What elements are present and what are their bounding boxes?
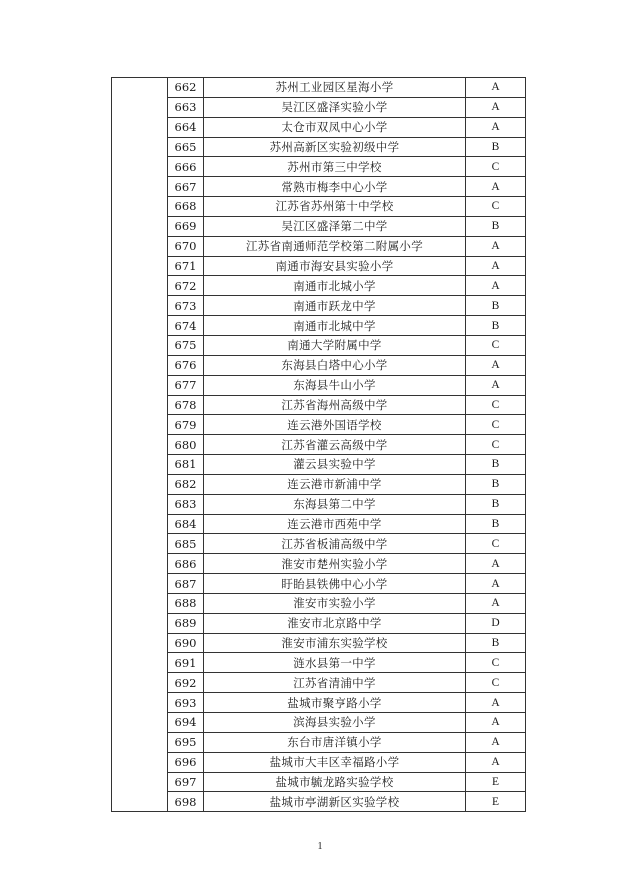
- row-number-cell: 687: [168, 574, 204, 594]
- row-number-cell: 688: [168, 593, 204, 613]
- grade-cell: A: [466, 78, 526, 98]
- school-name-cell: 淮安市实验小学: [204, 593, 466, 613]
- row-number-cell: 690: [168, 633, 204, 653]
- table-row: [112, 78, 526, 98]
- table-row: [112, 613, 526, 633]
- school-name-cell: 江苏省板浦高级中学: [204, 534, 466, 554]
- row-number-cell: 663: [168, 97, 204, 117]
- school-name-cell: 江苏省苏州第十中学校: [204, 197, 466, 217]
- school-name-cell: 苏州高新区实验初级中学: [204, 137, 466, 157]
- table-row: [112, 574, 526, 594]
- grade-cell: A: [466, 554, 526, 574]
- school-name-cell: 淮安市楚州实验小学: [204, 554, 466, 574]
- table-row: [112, 97, 526, 117]
- row-number-cell: 662: [168, 78, 204, 98]
- table-row: [112, 117, 526, 137]
- row-number-cell: 674: [168, 316, 204, 336]
- row-number-cell: 671: [168, 256, 204, 276]
- region-cell: [112, 78, 168, 812]
- table-row: [112, 197, 526, 217]
- grade-cell: E: [466, 772, 526, 792]
- row-number-cell: 696: [168, 752, 204, 772]
- grade-cell: C: [466, 197, 526, 217]
- row-number-cell: 664: [168, 117, 204, 137]
- grade-cell: B: [466, 216, 526, 236]
- grade-cell: A: [466, 732, 526, 752]
- grade-cell: A: [466, 593, 526, 613]
- table-row: [112, 732, 526, 752]
- grade-cell: C: [466, 415, 526, 435]
- grade-cell: C: [466, 335, 526, 355]
- table-row: [112, 415, 526, 435]
- page-number: 1: [317, 841, 323, 852]
- school-name-cell: 东海县牛山小学: [204, 375, 466, 395]
- table-row: [112, 395, 526, 415]
- row-number-cell: 669: [168, 216, 204, 236]
- grade-cell: A: [466, 375, 526, 395]
- grade-cell: B: [466, 296, 526, 316]
- row-number-cell: 698: [168, 792, 204, 812]
- grade-cell: A: [466, 236, 526, 256]
- grade-cell: B: [466, 633, 526, 653]
- grade-cell: B: [466, 514, 526, 534]
- row-number-cell: 675: [168, 335, 204, 355]
- school-name-cell: 滨海县实验小学: [204, 713, 466, 733]
- school-name-cell: 南通市北城中学: [204, 316, 466, 336]
- table-row: [112, 792, 526, 812]
- school-name-cell: 江苏省南通师范学校第二附属小学: [204, 236, 466, 256]
- school-name-cell: 盐城市大丰区幸福路小学: [204, 752, 466, 772]
- table-row: [112, 157, 526, 177]
- school-name-cell: 常熟市梅李中心小学: [204, 177, 466, 197]
- school-name-cell: 盱眙县铁佛中心小学: [204, 574, 466, 594]
- table-row: [112, 554, 526, 574]
- table-row: [112, 216, 526, 236]
- table-row: [112, 752, 526, 772]
- grade-cell: C: [466, 435, 526, 455]
- school-name-cell: 苏州工业园区星海小学: [204, 78, 466, 98]
- row-number-cell: 681: [168, 455, 204, 475]
- grade-cell: A: [466, 355, 526, 375]
- school-name-cell: 淮安市浦东实验学校: [204, 633, 466, 653]
- table-row: [112, 335, 526, 355]
- grade-cell: A: [466, 693, 526, 713]
- table-row: [112, 236, 526, 256]
- row-number-cell: 689: [168, 613, 204, 633]
- grade-cell: A: [466, 752, 526, 772]
- school-name-cell: 连云港外国语学校: [204, 415, 466, 435]
- grade-cell: A: [466, 276, 526, 296]
- school-name-cell: 吴江区盛泽第二中学: [204, 216, 466, 236]
- table-row: [112, 673, 526, 693]
- school-name-cell: 东海县第二中学: [204, 494, 466, 514]
- grade-cell: D: [466, 613, 526, 633]
- table-row: [112, 296, 526, 316]
- row-number-cell: 683: [168, 494, 204, 514]
- table-row: [112, 534, 526, 554]
- grade-cell: C: [466, 534, 526, 554]
- table-row: [112, 455, 526, 475]
- school-name-cell: 江苏省清浦中学: [204, 673, 466, 693]
- table-row: [112, 276, 526, 296]
- grade-cell: E: [466, 792, 526, 812]
- school-name-cell: 苏州市第三中学校: [204, 157, 466, 177]
- row-number-cell: 682: [168, 474, 204, 494]
- grade-cell: A: [466, 117, 526, 137]
- school-name-cell: 盐城市毓龙路实验学校: [204, 772, 466, 792]
- school-name-cell: 东海县白塔中心小学: [204, 355, 466, 375]
- school-name-cell: 南通市海安县实验小学: [204, 256, 466, 276]
- school-name-cell: 盐城市聚亨路小学: [204, 693, 466, 713]
- grade-cell: A: [466, 177, 526, 197]
- school-name-cell: 江苏省海州高级中学: [204, 395, 466, 415]
- table-row: [112, 435, 526, 455]
- table-row: [112, 633, 526, 653]
- school-name-cell: 南通市北城小学: [204, 276, 466, 296]
- school-name-cell: 盐城市亭湖新区实验学校: [204, 792, 466, 812]
- grade-cell: B: [466, 137, 526, 157]
- row-number-cell: 666: [168, 157, 204, 177]
- grade-cell: A: [466, 256, 526, 276]
- table-row: [112, 375, 526, 395]
- grade-cell: A: [466, 97, 526, 117]
- row-number-cell: 670: [168, 236, 204, 256]
- row-number-cell: 692: [168, 673, 204, 693]
- grade-cell: C: [466, 395, 526, 415]
- school-name-cell: 南通市跃龙中学: [204, 296, 466, 316]
- school-name-cell: 太仓市双凤中心小学: [204, 117, 466, 137]
- row-number-cell: 685: [168, 534, 204, 554]
- table-row: [112, 772, 526, 792]
- row-number-cell: 672: [168, 276, 204, 296]
- grade-cell: A: [466, 574, 526, 594]
- row-number-cell: 684: [168, 514, 204, 534]
- table-row: [112, 137, 526, 157]
- table-row: [112, 593, 526, 613]
- row-number-cell: 695: [168, 732, 204, 752]
- table-row: [112, 514, 526, 534]
- school-name-cell: 涟水县第一中学: [204, 653, 466, 673]
- row-number-cell: 691: [168, 653, 204, 673]
- row-number-cell: 680: [168, 435, 204, 455]
- table-row: [112, 177, 526, 197]
- row-number-cell: 677: [168, 375, 204, 395]
- grade-cell: B: [466, 494, 526, 514]
- table-row: [112, 355, 526, 375]
- school-name-cell: 吴江区盛泽实验小学: [204, 97, 466, 117]
- school-name-cell: 南通大学附属中学: [204, 335, 466, 355]
- row-number-cell: 694: [168, 713, 204, 733]
- table-body: [112, 78, 526, 812]
- grade-cell: B: [466, 455, 526, 475]
- school-name-cell: 连云港市西苑中学: [204, 514, 466, 534]
- row-number-cell: 686: [168, 554, 204, 574]
- school-grade-table: [111, 77, 526, 812]
- grade-cell: B: [466, 316, 526, 336]
- table-row: [112, 474, 526, 494]
- row-number-cell: 667: [168, 177, 204, 197]
- grade-cell: C: [466, 157, 526, 177]
- grade-cell: B: [466, 474, 526, 494]
- row-number-cell: 679: [168, 415, 204, 435]
- row-number-cell: 673: [168, 296, 204, 316]
- school-name-cell: 灌云县实验中学: [204, 455, 466, 475]
- row-number-cell: 676: [168, 355, 204, 375]
- school-name-cell: 连云港市新浦中学: [204, 474, 466, 494]
- table-row: [112, 653, 526, 673]
- table-row: [112, 316, 526, 336]
- table-row: [112, 256, 526, 276]
- school-name-cell: 淮安市北京路中学: [204, 613, 466, 633]
- row-number-cell: 678: [168, 395, 204, 415]
- grade-cell: C: [466, 673, 526, 693]
- school-name-cell: 东台市唐洋镇小学: [204, 732, 466, 752]
- table-row: [112, 693, 526, 713]
- row-number-cell: 693: [168, 693, 204, 713]
- grade-cell: A: [466, 713, 526, 733]
- row-number-cell: 697: [168, 772, 204, 792]
- grade-cell: C: [466, 653, 526, 673]
- row-number-cell: 668: [168, 197, 204, 217]
- table-row: [112, 494, 526, 514]
- row-number-cell: 665: [168, 137, 204, 157]
- table-row: [112, 713, 526, 733]
- school-name-cell: 江苏省灌云高级中学: [204, 435, 466, 455]
